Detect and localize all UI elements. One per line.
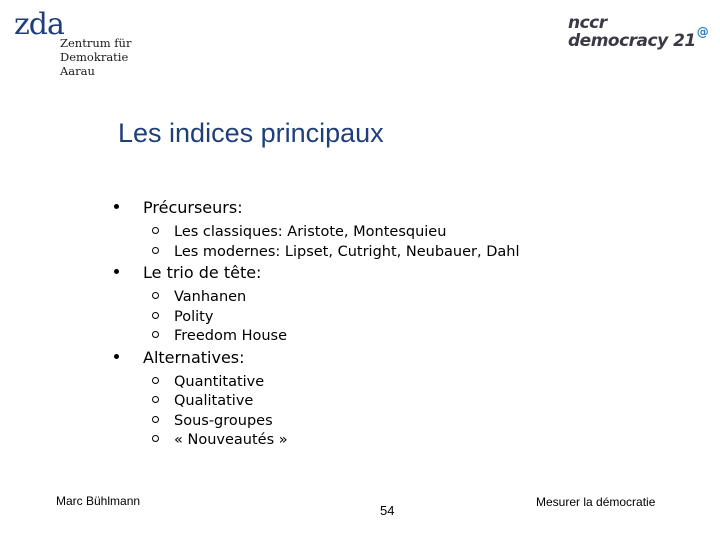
sub-item xyxy=(110,430,670,450)
sub-item xyxy=(110,287,670,307)
slide-title: Les indices principaux xyxy=(118,118,384,148)
at-symbol-icon: @ xyxy=(696,25,709,39)
sub-item-label: Freedom House xyxy=(174,328,288,344)
hollow-bullet-icon xyxy=(152,416,159,423)
footer-page-number: 54 xyxy=(380,503,395,518)
sub-list xyxy=(110,372,670,450)
sub-item xyxy=(110,372,670,392)
zda-logo-line: Zentrum für xyxy=(60,36,132,50)
sub-item-label: Les classiques: Aristote, Montesquieu xyxy=(174,224,447,240)
bullet-dot-icon xyxy=(114,269,119,274)
bullet-label: Le trio de tête: xyxy=(143,263,262,282)
nccr-logo-line2 xyxy=(568,25,709,51)
sub-item-label: Les modernes: Lipset, Cutright, Neubauer, Dahl xyxy=(174,243,520,260)
sub-item-label: Polity xyxy=(174,308,214,325)
sub-item-label: « Nouveautés » xyxy=(174,432,288,448)
sub-item xyxy=(110,242,670,262)
sub-item xyxy=(110,326,670,346)
nccr-logo-name: democracy 21 xyxy=(568,31,696,51)
bullet-item-precursors xyxy=(110,196,670,261)
sub-item xyxy=(110,307,670,327)
zda-logo-mark: zda xyxy=(14,7,64,42)
bullet-label: Précurseurs: xyxy=(143,198,243,217)
footer-topic: Mesurer la démocratie xyxy=(536,495,656,509)
bullet-list xyxy=(110,196,670,450)
sub-item xyxy=(110,391,670,411)
hollow-bullet-icon xyxy=(152,377,159,384)
hollow-bullet-icon xyxy=(152,227,159,234)
sub-item-label: Quantitative xyxy=(174,373,265,390)
sub-item xyxy=(110,222,670,242)
nccr-logo xyxy=(568,14,708,51)
bullet-item-alternatives xyxy=(110,346,670,450)
sub-list xyxy=(110,287,670,346)
hollow-bullet-icon xyxy=(152,292,159,299)
sub-item-label: Qualitative xyxy=(174,393,254,409)
bullet-dot-icon xyxy=(114,204,119,209)
hollow-bullet-icon xyxy=(152,435,159,442)
nccr-logo-line1: nccr xyxy=(568,13,607,33)
bullet-dot-icon xyxy=(114,354,119,359)
sub-list xyxy=(110,222,670,261)
hollow-bullet-icon xyxy=(152,396,159,403)
sub-item xyxy=(110,411,670,431)
zda-logo-line: Aarau xyxy=(60,64,95,78)
zda-logo-line: Demokratie xyxy=(60,50,129,64)
sub-item-label: Vanhanen xyxy=(174,289,247,305)
hollow-bullet-icon xyxy=(152,331,159,338)
footer-author: Marc Bühlmann xyxy=(56,494,141,508)
zda-logo-text xyxy=(60,36,131,78)
sub-item-label: Sous-groupes xyxy=(174,412,273,429)
hollow-bullet-icon xyxy=(152,247,159,254)
bullet-item-trio xyxy=(110,261,670,346)
hollow-bullet-icon xyxy=(152,312,159,319)
bullet-label: Alternatives: xyxy=(143,347,245,367)
